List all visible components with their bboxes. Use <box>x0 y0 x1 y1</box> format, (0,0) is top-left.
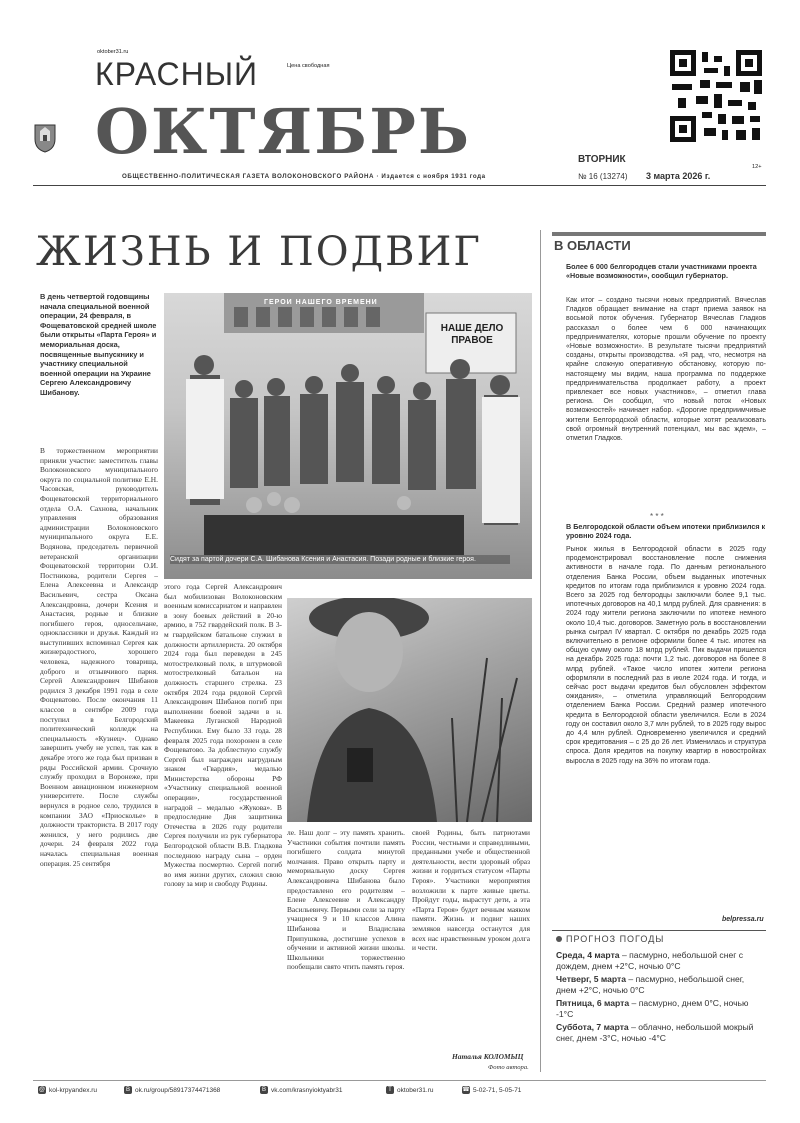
ok-icon: В <box>125 1087 130 1093</box>
photo-banner: ГЕРОИ НАШЕГО ВРЕМЕНИ <box>264 299 378 306</box>
age-rating: 12+ <box>752 164 762 170</box>
sidebar-section-title: В ОБЛАСТИ <box>554 238 631 253</box>
headline: ЖИЗНЬ И ПОДВИГ <box>36 229 482 275</box>
footer-telegram[interactable] <box>386 1086 434 1094</box>
weather-list <box>556 950 764 1046</box>
title-top: КРАСНЫЙ <box>95 56 259 92</box>
footer-divider <box>33 1080 766 1081</box>
news2-body: Рынок жилья в Белгородской области в 2025 году продемонстрировал восстановление после снижения активности в начале года. По данным регионального отделения Банка России, объем выданных ипотечных кредитов по итогам года приблизился к уровню 2024 года. Всего за 2025 год белгородцы заключили более 9,1 тыс. ипотечных договоров на 40,1 млрд рублей. Для сравнения: в 2024 году жители региона заключили по ипотеке немного около 10,4 тыс. договоров. Заметную роль в восстановлении рынка сыграл IV квартал. С октября по декабрь 2025 года включительно в регионе оформили более 4 тыс. ипотек на общую сумму около 18 млрд рублей. Пик выдачи пришелся на декабрь 2025 года: почти 1,2 тыс. договоров на более 8 млрд рублей. «Такое число ипотек жители региона оформляли в последний раз в июле 2024 года. И тогда, и сейчас рост выдачи кредитов был обусловлен эффектом ожидания», – отметила управляющий Белгородским отделением Банка России. Средний размер ипотечного кредита в Белгородской области увеличился. Если в 2024 году он составил около 3,7 млн рублей, то в 2025 году вырос до 4,4 млн рублей. Одновременно увеличился и средний срок кредитования – с 25 до 26 лет. Изменилась и структура спроса. Доля кредитов на покупку квартир в новостройках выросла в 2025 году на 36% по итогам года. <box>566 546 766 765</box>
price-label: Цена свободная <box>287 63 330 69</box>
footer-email[interactable] <box>38 1086 97 1094</box>
subtitle: ОБЩЕСТВЕННО-ПОЛИТИЧЕСКАЯ ГАЗЕТА ВОЛОКОНОВСКОГО РАЙОНА · Издается с ноября 1931 года <box>122 173 486 180</box>
issue-date: 3 марта 2026 г. <box>646 171 711 181</box>
article-column-4: своей Родины, быть патриотами России, честными и справедливыми, преданными учебе и общественной деятельности, вести здоровый образ жизни и гордиться статусом «Парты Героя». Участники мероприятия возложили к парте живые цветы. Пройдут годы, вырастут дети, а эта «Парта Героя» будет вечным маяком памяти. Жизнь и подвиг наших земляков навсегда останутся для всех нас нравственным уроком долга и чести. <box>412 828 530 953</box>
weather-header <box>556 934 664 944</box>
footer-telegram-text: oktober31.ru <box>397 1086 434 1094</box>
photo-credit: Фото автора. <box>488 1064 529 1071</box>
news1-lead: Более 6 000 белгородцев стали участниками проекта «Новые возможности», сообщил губернатор. <box>566 262 757 281</box>
footer-ok[interactable] <box>124 1086 220 1094</box>
bullet-icon <box>556 936 562 942</box>
portrait-photo <box>287 598 532 822</box>
footer-vk-text: vk.com/krasnyioktyabr31 <box>271 1086 343 1094</box>
photo-sign: НАШЕ ДЕЛО ПРАВОЕ <box>440 323 504 346</box>
masthead-divider <box>33 185 766 186</box>
photo-caption: Сидят за партой дочери С.А. Шибанова Ксения и Анастасия. Позади родные и близкие героя. <box>170 555 510 564</box>
email-icon: @ <box>38 1087 46 1093</box>
coat-of-arms-icon <box>33 123 57 153</box>
article-column-1: В торжественном мероприятии приняли участие: заместитель главы Волоконовского муниципального округа по социальной политике Е.Н. Часовская, руководитель Фощеватовской территориального отдела О.А. Сахнова, начальник управления образования администрации Волоконовского муниципального округа Е.Е. Водянова, председатель первичной ветеранской организации Фощеватовской территории О.И. Постникова, родители Сергея – Елена Алексеевна и Александр Васильевич, сестра Оксана Александровна, дочери Ксения и Анастасия, родные и близкие погибшего героя, односельчане, одноклассники и друзья. Каждый из выступивших вспоминал Сергея как жизнерадостного, хорошего человека, надежного товарища, доброго и отзывчивого парня. Сергей Александрович Шибанов родился 3 декабря 1991 года в селе Фощеватово. После окончания 11 классов в сентябре 2009 года поступил в Белгородский политехнический колледж на специальность «Кузнец». Однако завершить учебу не успел, так как в декабре этого же года был призван в ряды Российской армии. Срочную службу проходил в Воронеже, при Военном авиационном инженерном университете. После службы вернулся в родное село, трудился в компании ЗАО «Приосколье» в должности тракториста. В 2017 году женился, у него родились две дочери. 24 февраля 2022 года началась специальная военная операция. 25 сентября <box>40 446 158 868</box>
news2-lead: В Белгородской области объем ипотеки приблизился к уровню 2024 года. <box>566 522 766 541</box>
footer-phone <box>462 1086 521 1094</box>
article-author: Наталья КОЛОМЫЦ <box>452 1052 524 1061</box>
weather-item: Суббота, 7 марта – облачно, небольшой мокрый снег, днем -3°С, ночью -4°С <box>556 1022 754 1043</box>
weather-rule <box>552 930 766 931</box>
weather-item: Среда, 4 марта – пасмурно, небольшой снег с дождем, днем +2°С, ночью 0°С <box>556 950 744 971</box>
footer-vk[interactable] <box>260 1086 343 1094</box>
weather-item: Пятница, 6 марта – пасмурно, днем 0°С, ночью -1°С <box>556 998 749 1019</box>
footer-phone-text: 5-02-71, 5-05-71 <box>473 1086 522 1094</box>
weather-item: Четверг, 5 марта – пасмурно, небольшой снег, днем +2°С, ночью 0°С <box>556 974 745 995</box>
issue-number: № 16 (13274) <box>578 172 628 181</box>
telegram-icon: Т <box>386 1086 394 1094</box>
news1-body: Как итог – создано тысячи новых предприятий. Вячеслав Гладков обращает внимание на старт приема заявок на восьмой поток обучения. Губернатор Вячеслав Гладков рассказал о более чем 6 000 начинающих предпринимателях, которые прошли обучение по проекту «Новые возможности». В результате тысячи предприятий созданы, открыты производства. «Я рад, что, несмотря на крайне сложную оперативную обстановку, которую по-настоящему мы видим, наша программа по поддержке предпринимательства продолжает работу, а проект привлекает все новых участников», – отметил глава региона. Он сообщил, что новый поток «Новых возможностей» начинает набор. «Дорогие предприимчивые жители Белгородской области, которые хотят реализовать свой огромный внутренний потенциал, мы вас ждем», – отметил Гладков. <box>566 297 766 443</box>
weather-title: ПРОГНОЗ ПОГОДЫ <box>566 934 665 944</box>
title-main: ОКТЯБРЬ <box>95 95 471 168</box>
article-lead: В день четвертой годовщины начала специальной военной операции, 24 февраля, в Фощеватовской средней школе были открыты «Парта Героя» и мемориальная доска, посвященные выпускнику и участнику специальной военной операции на Украине Сергею Александровичу Шибанову. <box>40 292 157 397</box>
footer-ok-text: ok.ru/group/58917374471368 <box>135 1086 221 1094</box>
qr-code-icon[interactable] <box>670 50 762 142</box>
ceremony-photo <box>164 293 532 579</box>
article-column-2: этого года Сергей Александрович был мобилизован Волоконовским военным комиссариатом и направлен в зону боевых действий в 20-ю армию, в 752 гвардейский полк. В 3-м гвардейском батальоне служил в должности артиллериста. 20 октября 2024 года был переведен в 245 мотострелковый полк, в штурмовой мотострелковый батальон на должность старшего стрелка. 23 октября 2024 года рядовой Сергей Александрович Шибанов погиб при выполнении боевой задачи в н. Макеевка Луганской Народной Республики. Ему было 33 года. 28 февраля 2025 года похоронен в селе Фощеватово. За доблестную службу Сергей был награжден нагрудным знаком «Гвардия», медалью Министерства обороны РФ «Участнику специальной военной операции», государственной наградой – медалью «Жукова». В предпоследние Дня защитника Отечества в 2026 году родители Сергея получили из рук губернатора Белгородской области В.В. Гладкова последнюю награду сына – орден Мужества посмертно. Сергей погиб во имя жизни других, сложил свою голову за мир и свободу Родины. <box>164 582 282 889</box>
sidebar-divider <box>540 230 541 1072</box>
vk-icon: В <box>261 1087 266 1093</box>
news2-source: belpressa.ru <box>722 916 764 923</box>
sidebar-rule <box>552 232 766 236</box>
news-divider: * * * <box>650 512 664 521</box>
article-column-3: ле. Наш долг – эту память хранить. Участники события почтили память погибшего солдата минутой молчания. Право открыть парту и мемориальную доску Сергея Александровича Шибанова было предоставлено его родителям – Елене Алексеевне и Александру Васильевичу. Первыми сели за парту учащиеся 9 и 10 классов Алина Шибанова и Владислава Припушкова, достигшие успехов в обучении и активной жизни школы. Школьники торжественно пообещали свято чтить память героя. <box>287 828 405 972</box>
weekday: ВТОРНИК <box>578 154 626 165</box>
site-url: oktober31.ru <box>97 49 129 55</box>
footer-email-text: kol-krpyandex.ru <box>49 1086 98 1094</box>
phone-icon: ☎ <box>462 1087 470 1093</box>
